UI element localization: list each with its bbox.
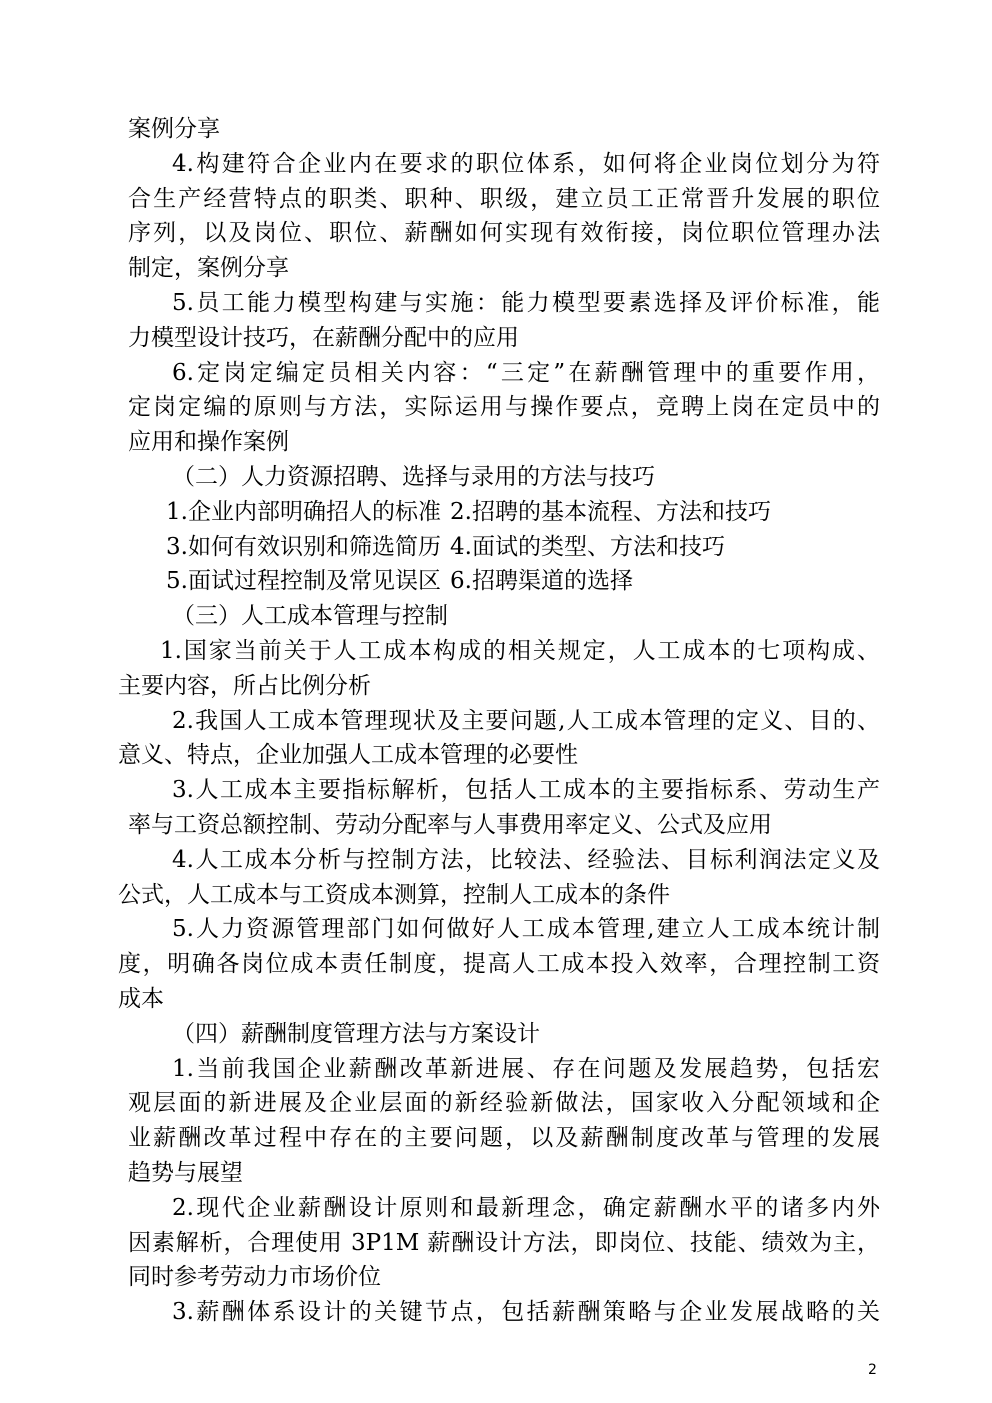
- text-line: 度，明确各岗位成本责任制度，提高人工成本投入效率，合理控制工资: [118, 951, 880, 978]
- text-line: 制定，案例分享: [128, 255, 289, 282]
- text-line: 观层面的新进展及企业层面的新经验新做法，国家收入分配领域和企: [128, 1090, 880, 1117]
- text-line: 力模型设计技巧，在薪酬分配中的应用: [128, 324, 519, 351]
- text-line: 5.人力资源管理部门如何做好人工成本管理,建立人工成本统计制: [172, 916, 880, 943]
- text-line: 1.当前我国企业薪酬改革新进展、存在问题及发展趋势，包括宏: [172, 1055, 880, 1082]
- text-line: 成本: [118, 985, 164, 1012]
- text-line: 率与工资总额控制、劳动分配率与人事费用率定义、公式及应用: [128, 811, 772, 838]
- list-item: 2.招聘的基本流程、方法和技巧: [450, 498, 771, 525]
- text-line: 业薪酬改革过程中存在的主要问题，以及薪酬制度改革与管理的发展: [128, 1125, 880, 1152]
- text-line: 意义、特点，企业加强人工成本管理的必要性: [118, 742, 578, 769]
- section-heading: （三）人工成本管理与控制: [172, 603, 448, 630]
- text-line: 主要内容，所占比例分析: [118, 672, 371, 699]
- list-item: 1.企业内部明确招人的标准: [166, 498, 441, 525]
- text-line: 2.现代企业薪酬设计原则和最新理念，确定薪酬水平的诸多内外: [172, 1194, 880, 1221]
- text-line: 应用和操作案例: [128, 429, 289, 456]
- text-line: 趋势与展望: [128, 1159, 243, 1186]
- item-row: [128, 495, 880, 530]
- section-heading: （二）人力资源招聘、选择与录用的方法与技巧: [172, 463, 655, 490]
- text-line: 5.员工能力模型构建与实施：能力模型要素选择及评价标准，能: [172, 289, 880, 316]
- section-heading: （四）薪酬制度管理方法与方案设计: [172, 1020, 540, 1047]
- item-row: [128, 530, 880, 565]
- text-line: 3.人工成本主要指标解析，包括人工成本的主要指标系、劳动生产: [172, 777, 880, 804]
- page-number: 2: [868, 1362, 877, 1378]
- text-line: 2.我国人工成本管理现状及主要问题,人工成本管理的定义、目的、: [172, 707, 880, 734]
- text-line: 案例分享: [128, 116, 220, 142]
- text-line: 因素解析，合理使用 3P1M 薪酬设计方法，即岗位、技能、绩效为主，: [128, 1229, 880, 1256]
- text-line: 4.构建符合企业内在要求的职位体系，如何将企业岗位划分为符: [172, 150, 880, 177]
- text-line: 6.定岗定编定员相关内容：“三定”在薪酬管理中的重要作用，: [172, 359, 880, 386]
- text-line: 4.人工成本分析与控制方法，比较法、经验法、目标利润法定义及: [172, 846, 880, 873]
- document-body: [118, 112, 880, 1330]
- text-line: 合生产经营特点的职类、职种、职级，建立员工正常晋升发展的职位: [128, 185, 880, 212]
- list-item: 4.面试的类型、方法和技巧: [450, 533, 725, 560]
- list-item: 5.面试过程控制及常见误区: [166, 568, 441, 595]
- text-line: 定岗定编的原则与方法，实际运用与操作要点，竞聘上岗在定员中的: [128, 394, 880, 421]
- text-line: 同时参考劳动力市场价位: [128, 1264, 381, 1291]
- list-item: 3.如何有效识别和筛选简历: [166, 533, 441, 560]
- text-line: 1.国家当前关于人工成本构成的相关规定，人工成本的七项构成、: [160, 637, 880, 664]
- text-line: 公式，人工成本与工资成本测算，控制人工成本的条件: [118, 881, 670, 908]
- text-line: 序列，以及岗位、职位、薪酬如何实现有效衔接，岗位职位管理办法: [128, 220, 880, 247]
- item-row: [128, 564, 880, 599]
- list-item: 6.招聘渠道的选择: [450, 568, 633, 595]
- text-line: 3.薪酬体系设计的关键节点，包括薪酬策略与企业发展战略的关: [172, 1299, 880, 1326]
